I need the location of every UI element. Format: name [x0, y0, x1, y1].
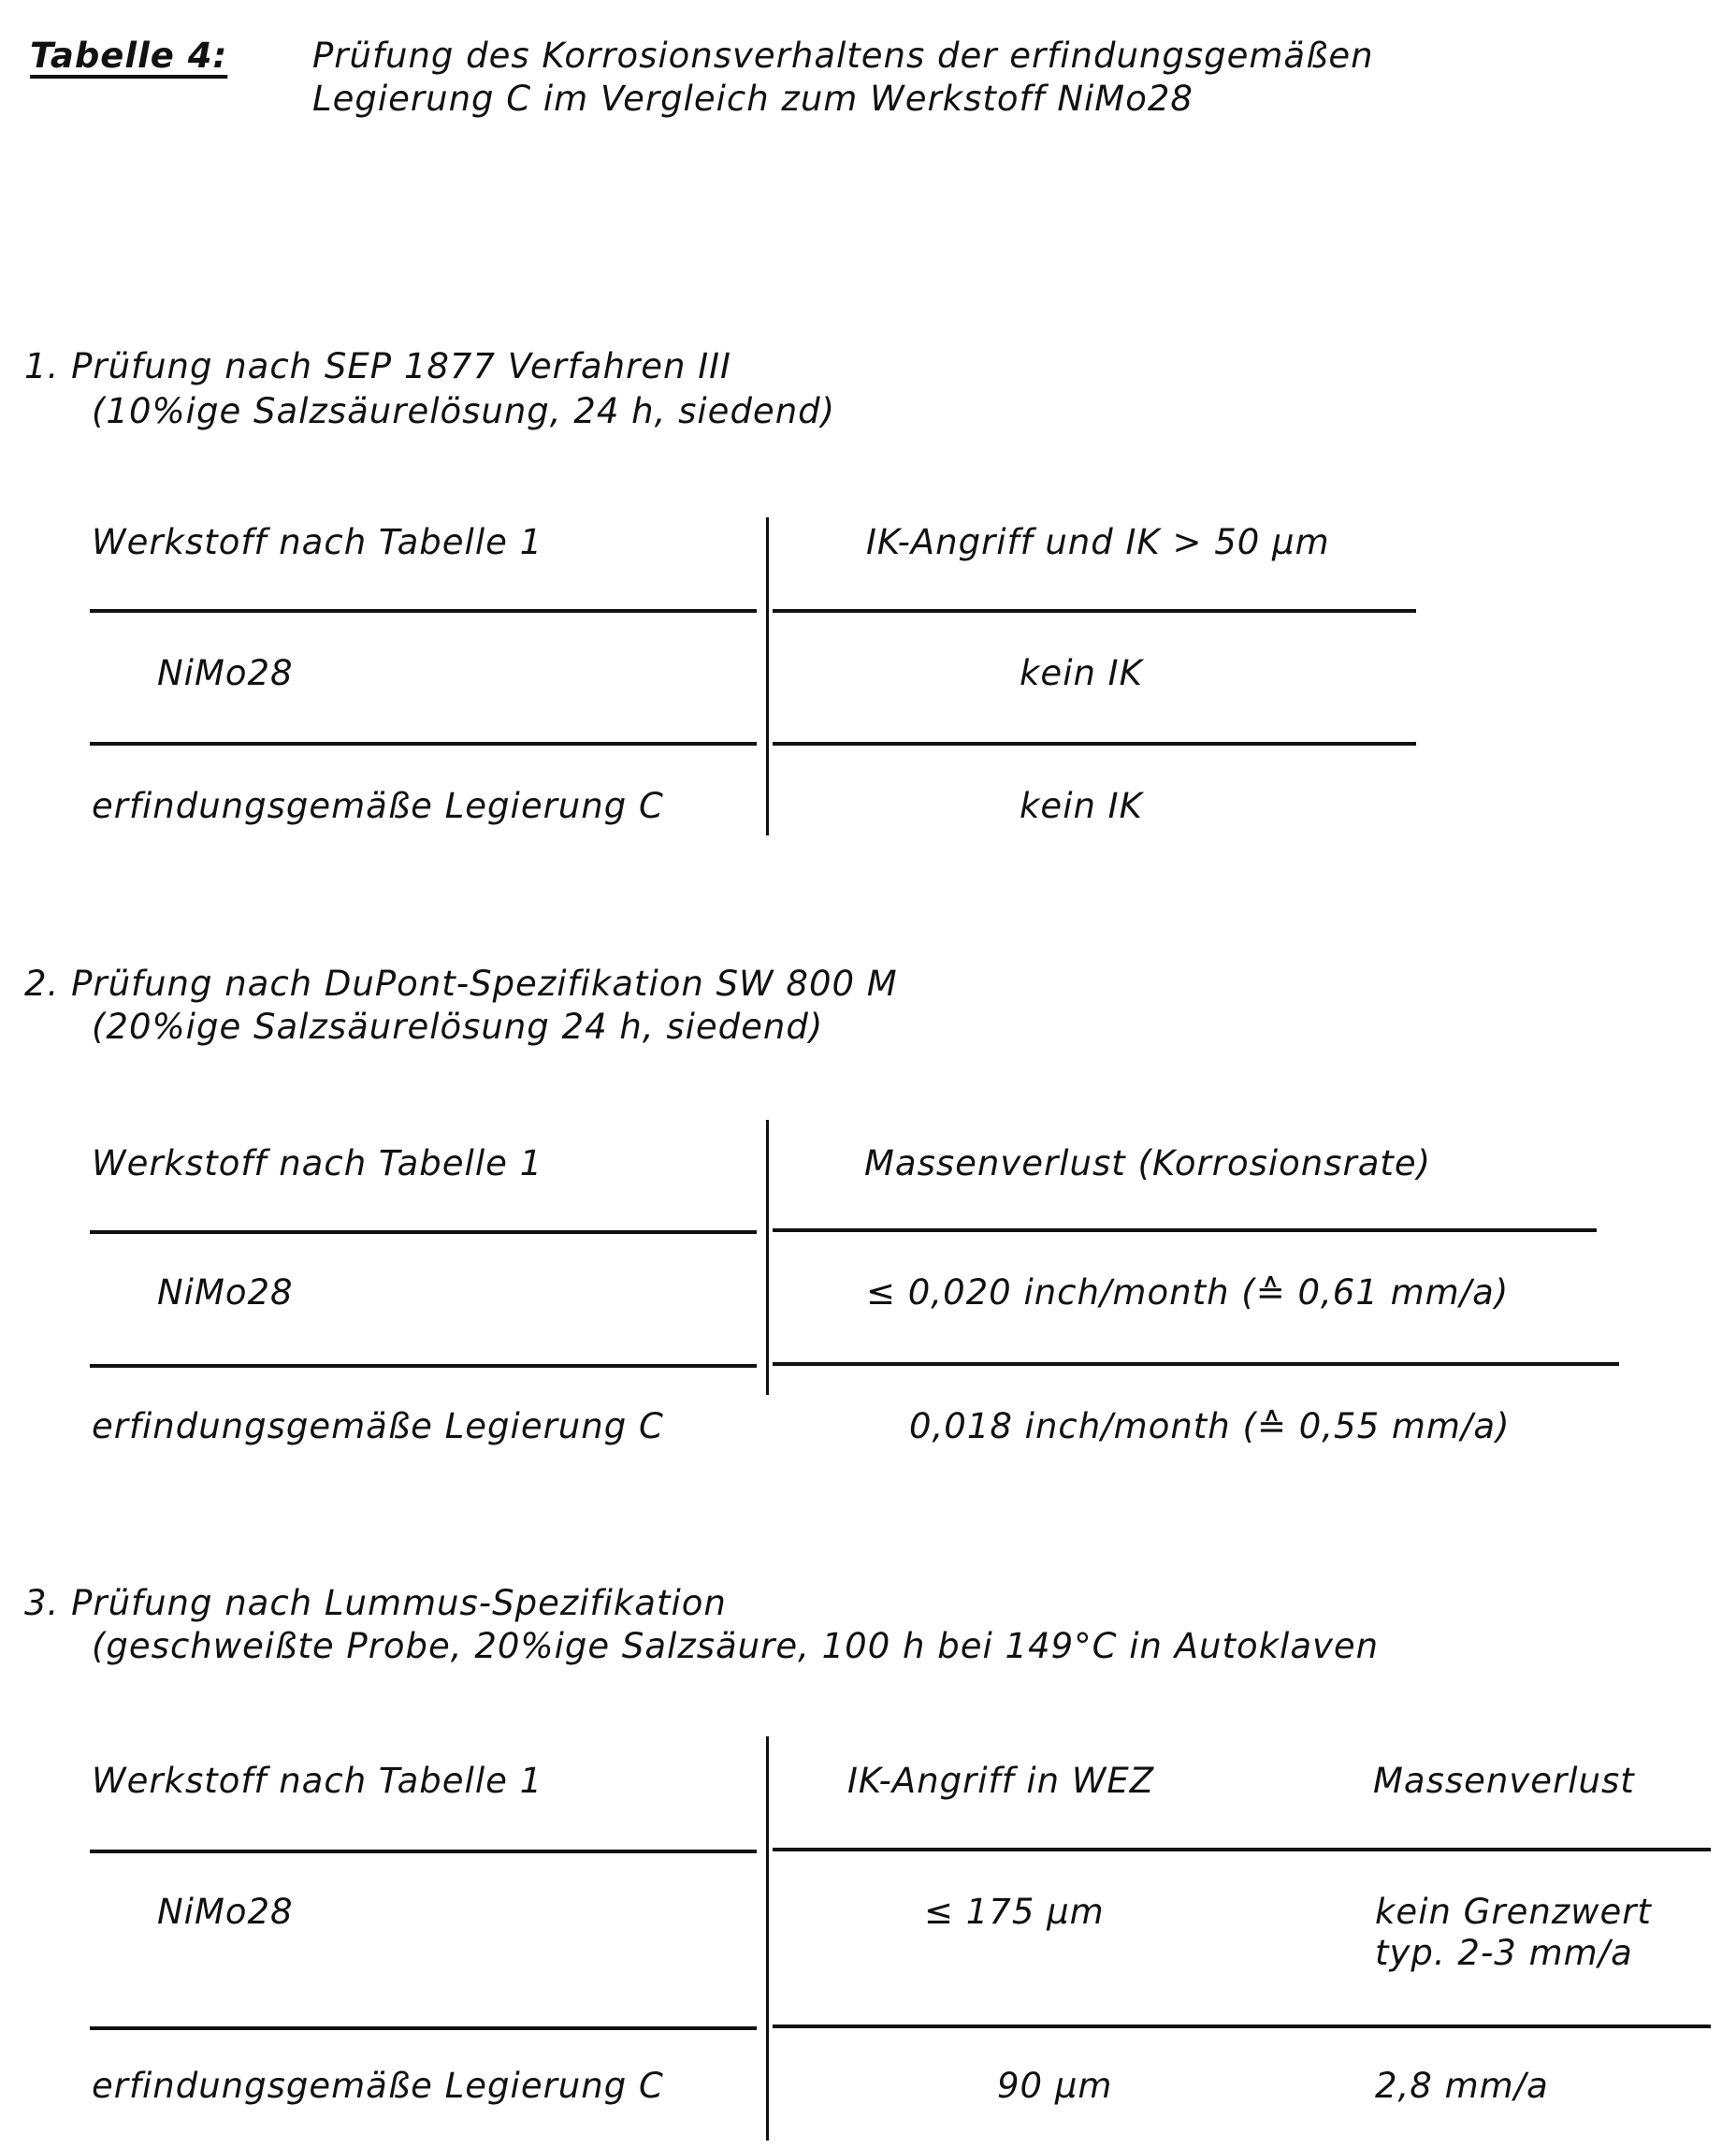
table-1-header-result: IK-Angriff und IK > 50 µm	[866, 522, 1330, 562]
table-1-row-1-material: NiMo28	[157, 653, 294, 693]
table-label: Tabelle 4:	[30, 36, 228, 76]
section-2-subheading: (20%ige Salzsäurelösung 24 h, siedend)	[92, 1007, 824, 1047]
table-3-row-1-material: NiMo28	[157, 1892, 294, 1932]
table-2-row-1-material: NiMo28	[157, 1272, 294, 1313]
row-divider	[773, 1362, 1619, 1366]
row-divider	[773, 609, 1416, 613]
table-3-row-2-material: erfindungsgemäße Legierung C	[92, 2066, 664, 2106]
row-divider	[773, 2025, 1711, 2028]
row-divider	[773, 1848, 1711, 1851]
page-title-line1: Prüfung des Korrosionsverhaltens der erfindungsgemäßen	[312, 36, 1374, 76]
table-3-header-material: Werkstoff nach Tabelle 1	[92, 1761, 543, 1801]
table-3-row-1-massloss-line1: kein Grenzwert	[1375, 1892, 1652, 1932]
table-3-header-massloss: Massenverlust	[1373, 1761, 1635, 1801]
table-1-row-2-result: kein IK	[1020, 786, 1143, 826]
row-divider	[90, 1230, 757, 1234]
row-divider	[90, 1364, 757, 1368]
row-divider	[90, 742, 757, 746]
section-1-subheading: (10%ige Salzsäurelösung, 24 h, siedend)	[92, 391, 836, 431]
table-1-row-2-material: erfindungsgemäße Legierung C	[92, 786, 664, 826]
table-2-row-2-material: erfindungsgemäße Legierung C	[92, 1406, 664, 1446]
section-2-heading: 2. Prüfung nach DuPont-Spezifikation SW 800 M	[24, 964, 898, 1004]
table-3-row-1-massloss-line2: typ. 2-3 mm/a	[1375, 1933, 1633, 1973]
table-3-row-1-ik: ≤ 175 µm	[924, 1892, 1105, 1932]
page-title-line2: Legierung C im Vergleich zum Werkstoff NiMo28	[312, 79, 1194, 119]
column-divider	[766, 1120, 769, 1395]
section-3-subheading: (geschweißte Probe, 20%ige Salzsäure, 100 h bei 149°C in Autoklaven	[92, 1626, 1380, 1666]
row-divider	[90, 2026, 757, 2030]
section-3-heading: 3. Prüfung nach Lummus-Spezifikation	[24, 1583, 727, 1623]
row-divider	[773, 742, 1416, 746]
table-3-row-2-ik: 90 µm	[997, 2066, 1113, 2106]
table-2-row-2-result: 0,018 inch/month (≙ 0,55 mm/a)	[909, 1406, 1511, 1446]
row-divider	[773, 1228, 1597, 1232]
section-1-heading: 1. Prüfung nach SEP 1877 Verfahren III	[24, 346, 731, 386]
column-divider	[766, 1736, 769, 2141]
table-2-row-1-result: ≤ 0,020 inch/month (≙ 0,61 mm/a)	[866, 1272, 1510, 1313]
table-3-row-2-massloss: 2,8 mm/a	[1375, 2066, 1549, 2106]
column-divider	[766, 517, 769, 835]
table-1-row-1-result: kein IK	[1020, 653, 1143, 693]
table-2-header-result: Massenverlust (Korrosionsrate)	[864, 1143, 1432, 1183]
row-divider	[90, 1850, 757, 1853]
table-1-header-material: Werkstoff nach Tabelle 1	[92, 522, 543, 562]
row-divider	[90, 609, 757, 613]
table-2-header-material: Werkstoff nach Tabelle 1	[92, 1143, 543, 1183]
table-3-header-ik: IK-Angriff in WEZ	[847, 1761, 1155, 1801]
